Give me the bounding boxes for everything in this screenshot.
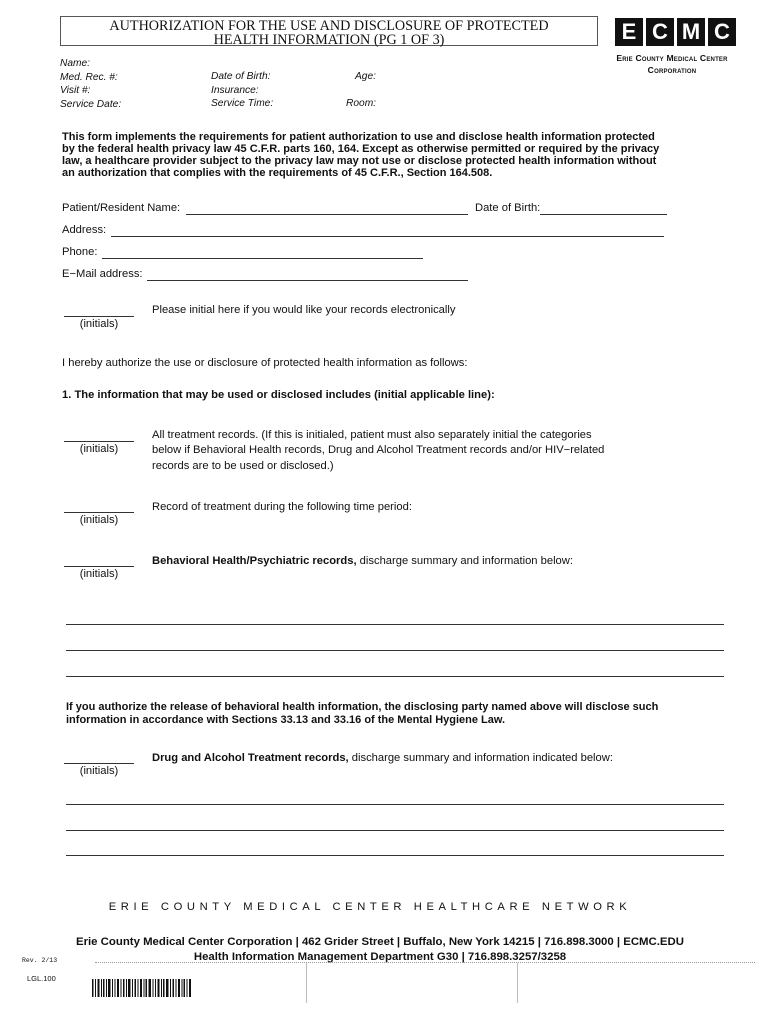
time-period-text: Record of treatment during the following time period: [152,501,412,513]
ecmc-logo [615,18,736,46]
dob-label: Date of Birth: [475,202,541,214]
meta-age-label: Age: [355,71,376,82]
initials-label: (initials) [79,568,119,580]
phone-label: Phone: [62,246,98,258]
meta-room-label: Room: [346,98,377,109]
phone-field[interactable] [102,258,423,259]
authorize-statement: I hereby authorize the use or disclosure of protected health information as follows: [62,357,468,369]
meta-med-rec-label: Med. Rec. #: [60,71,118,83]
logo-letter-c2: C [708,18,736,46]
logo-letter-c: C [646,18,674,46]
initials-label: (initials) [79,443,119,455]
address-field[interactable] [111,236,664,237]
logo-letter-m: M [677,18,705,46]
behavioral-write-line-3[interactable] [66,676,724,677]
intro-paragraph: This form implements the requirements for patient authorization to use and disclose health information protected by the federal health privacy law 45 C.F.R. parts 160, 164. Except as otherwise permitted or required by the privacy law, a healthcare provider subject to the privacy law may not use or disclose protected health information without an authorization that complies with the requirements of 45 C.F.R., Section 164.508. [62,131,660,179]
address-label: Address: [62,224,107,236]
drug-alcohol-text-bold: Drug and Alcohol Treatment records, [152,752,349,764]
drug-alcohol-text-rest: discharge summary and information indicated below: [348,752,613,764]
form-title [60,16,598,46]
footer-divider [95,962,755,963]
all-treatment-text [152,428,604,474]
form-title-line-1: AUTHORIZATION FOR THE USE AND DISCLOSURE OF PROTECTED [109,18,549,34]
drug-alcohol-write-line-1[interactable] [66,804,724,805]
drug-alcohol-write-line-2[interactable] [66,830,724,831]
all-treatment-line-1: All treatment records. (If this is initialed, patient must also separately initial the categories [152,429,592,441]
meta-insurance-label: Insurance: [211,84,259,96]
footer-department-line: Health Information Management Department G30 | 716.898.3257/3258 [193,951,567,963]
section-1-heading: 1. The information that may be used or disclosed includes (initial applicable line): [62,389,495,401]
electronic-records-text: Please initial here if you would like your records electronically [152,304,456,316]
behavioral-text-rest: discharge summary and information below: [356,555,573,567]
logo-name-line-2: Corporation [647,65,697,75]
initials-label: (initials) [79,514,119,526]
meta-column-2 [211,70,273,111]
form-title-line-2: HEALTH INFORMATION (PG 1 OF 3) [213,31,445,48]
footer-column-divider-1 [306,963,307,1003]
drug-alcohol-text [152,751,613,766]
all-treatment-initials-field[interactable] [64,441,134,442]
patient-name-field[interactable] [186,214,468,215]
meta-dob-label: Date of Birth: [211,71,271,82]
meta-name-label: Name: [60,58,91,69]
behavioral-initials-field[interactable] [64,566,134,567]
behavioral-text [152,554,573,569]
all-treatment-line-3: records are to be used or disclosed.) [152,459,334,472]
healthcare-network-banner: ERIE COUNTY MEDICAL CENTER HEALTHCARE NETWORK [108,901,632,913]
drug-alcohol-initials-field[interactable] [64,763,134,764]
behavioral-health-notice: If you authorize the release of behavioral health information, the disclosing party named above will disclose such information in accordance with Sections 33.13 and 33.16 of the Mental Hygiene Law. [66,701,659,726]
patient-name-label: Patient/Resident Name: [62,202,181,214]
email-label: E−Mail address: [62,268,143,280]
initials-label: (initials) [79,765,119,777]
meta-service-date-label: Service Date: [60,98,122,110]
electronic-initials-field[interactable] [64,316,134,317]
behavioral-write-line-2[interactable] [66,650,724,651]
meta-visit-label: Visit #: [60,85,91,97]
form-code: LGL.100 [27,974,56,983]
all-treatment-line-2: below if Behavioral Health records, Drug and Alcohol Treatment records and/or HIV−related [152,444,605,457]
footer-address-line: Erie County Medical Center Corporation | 462 Grider Street | Buffalo, New York 14215 | 716.898.3000 | ECMC.EDU [75,936,684,948]
footer-column-divider-2 [517,963,518,1003]
time-period-initials-field[interactable] [64,512,134,513]
dob-field[interactable] [540,214,667,215]
logo-name-line-1: Erie County Medical Center [616,53,728,63]
logo-organization-name [588,52,756,76]
email-field[interactable] [147,280,468,281]
behavioral-text-bold: Behavioral Health/Psychiatric records, [152,555,357,567]
initials-label: (initials) [79,318,119,330]
drug-alcohol-write-line-3[interactable] [66,855,724,856]
meta-service-time-label: Service Time: [211,98,274,110]
barcode-image [92,979,192,997]
behavioral-write-line-1[interactable] [66,624,724,625]
meta-column-1 [60,57,121,111]
logo-letter-e: E [615,18,643,46]
revision-label: Rev. 2/13 [22,957,58,964]
